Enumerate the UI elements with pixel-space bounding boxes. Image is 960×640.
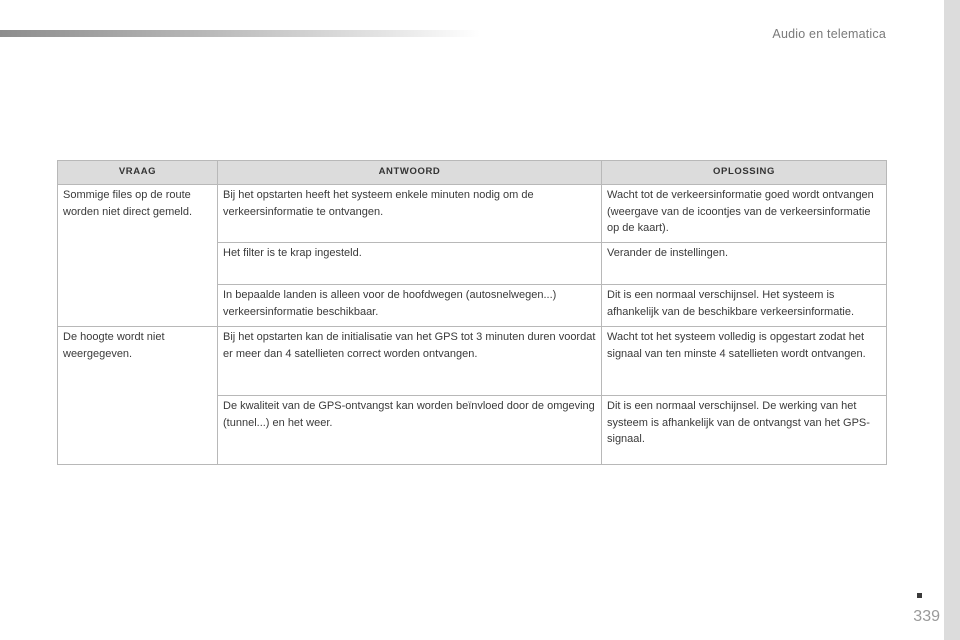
table-row [58,185,887,243]
question-cell: De hoogte wordt niet weergegeven. [58,327,218,465]
solution-cell: Wacht tot de verkeersinformatie goed wordt ontvangen (weergave van de icoontjes van de verkeersinformatie op de kaart). [602,185,887,243]
solution-cell: Dit is een normaal verschijnsel. Het systeem is afhankelijk van de beschikbare verkeersinformatie. [602,285,887,327]
solution-cell: Dit is een normaal verschijnsel. De werking van het systeem is afhankelijk van de ontvangst van het GPS-signaal. [602,396,887,465]
table-header-row [58,161,887,185]
section-title: Audio en telematica [772,27,886,41]
question-cell: Sommige files op de route worden niet direct gemeld. [58,185,218,327]
page-edge-strip [944,0,960,640]
answer-cell: Het filter is te krap ingesteld. [218,243,602,285]
answer-cell: Bij het opstarten heeft het systeem enkele minuten nodig om de verkeersinformatie te ontvangen. [218,185,602,243]
answer-cell: Bij het opstarten kan de initialisatie van het GPS tot 3 minuten duren voordat er meer dan 4 satellieten correct worden ontvangen. [218,327,602,396]
page-number: 339 [913,608,940,625]
answer-cell: De kwaliteit van de GPS-ontvangst kan worden beïnvloed door de omgeving (tunnel...) en het weer. [218,396,602,465]
table-row [58,327,887,396]
column-header-answer: ANTWOORD [218,161,602,185]
column-header-solution: OPLOSSING [602,161,887,185]
solution-cell: Verander de instellingen. [602,243,887,285]
header-decorative-bar [0,30,480,37]
column-header-question: VRAAG [58,161,218,185]
answer-cell: In bepaalde landen is alleen voor de hoofdwegen (autosnelwegen...) verkeersinformatie beschikbaar. [218,285,602,327]
page-marker-square [917,593,922,598]
solution-cell: Wacht tot het systeem volledig is opgestart zodat het signaal van ten minste 4 satellieten wordt ontvangen. [602,327,887,396]
troubleshooting-table [57,160,887,465]
